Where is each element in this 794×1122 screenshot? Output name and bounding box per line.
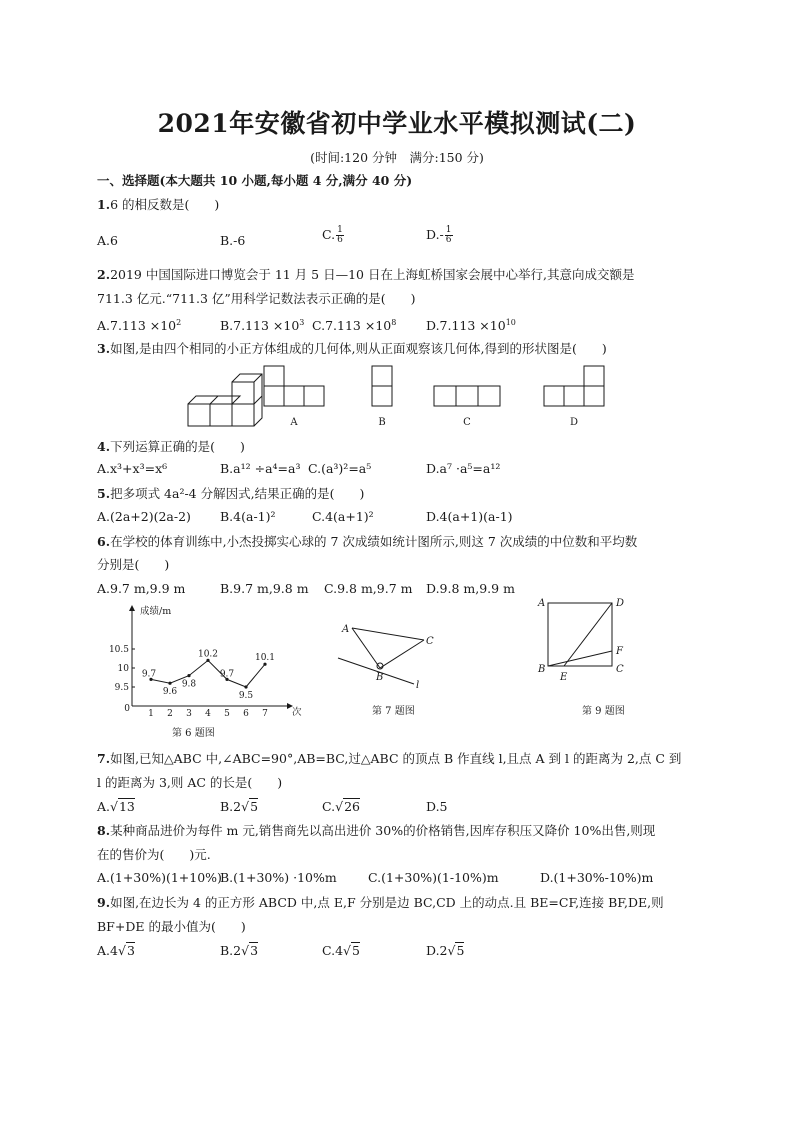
x-tick-label: 2 bbox=[167, 709, 173, 719]
option-c bbox=[322, 798, 360, 816]
option-d bbox=[426, 226, 453, 245]
question-9 bbox=[97, 894, 664, 912]
triangle-figure bbox=[334, 618, 444, 698]
question-text: 把多项式 4a²-4 分解因式,结果正确的是( ) bbox=[110, 486, 365, 501]
option-d: D.4(a+1)(a-1) bbox=[426, 509, 513, 524]
option-d bbox=[426, 314, 516, 335]
x-ticks bbox=[148, 709, 268, 719]
radicand: 26 bbox=[344, 799, 360, 814]
point-c: C bbox=[426, 636, 434, 647]
radicand: 13 bbox=[118, 799, 135, 814]
option-b-shape bbox=[372, 366, 392, 406]
point-e: E bbox=[560, 672, 568, 683]
option-b-label: B.7.113 ×10 bbox=[220, 318, 300, 333]
option-d: D.5 bbox=[426, 799, 448, 814]
option-a bbox=[97, 798, 135, 816]
option-a-label: A.7.113 ×10 bbox=[97, 318, 177, 333]
radical-sign: √ bbox=[241, 943, 250, 958]
x-axis-label: 次 bbox=[292, 707, 302, 718]
exponent: 8 bbox=[391, 318, 397, 327]
question-4 bbox=[97, 438, 245, 456]
radical-sign: √ bbox=[335, 799, 344, 814]
option-a bbox=[97, 314, 181, 335]
option-a-label: A.4 bbox=[97, 943, 118, 958]
y-ticks bbox=[109, 645, 135, 693]
cubes-figure bbox=[180, 364, 630, 432]
exponent: 2 bbox=[176, 318, 182, 327]
data-label: 10.2 bbox=[197, 649, 219, 660]
x-tick-label: 1 bbox=[148, 709, 154, 719]
question-6-line-2: 分别是( ) bbox=[97, 557, 170, 572]
denominator: 6 bbox=[337, 235, 343, 245]
x-tick-label: 3 bbox=[186, 709, 192, 719]
option-c bbox=[322, 226, 344, 245]
radical-sign: √ bbox=[117, 943, 126, 958]
data-label: 9.5 bbox=[238, 691, 254, 701]
option-b: B.4(a-1)² bbox=[220, 509, 276, 524]
radicand: 5 bbox=[352, 943, 360, 958]
data-point bbox=[168, 682, 171, 685]
radicand: 5 bbox=[250, 799, 259, 814]
question-2 bbox=[97, 266, 634, 284]
question-2-line-2: 711.3 亿元.“711.3 亿”用科学记数法表示正确的是( ) bbox=[97, 291, 416, 306]
radicand: 5 bbox=[456, 943, 465, 958]
option-c bbox=[322, 942, 360, 960]
square-figure bbox=[534, 594, 634, 684]
option-a-shape bbox=[264, 366, 324, 406]
option-b: B.(1+30%) ·10%m bbox=[220, 870, 337, 885]
option-a: A.(2a+2)(2a-2) bbox=[97, 509, 191, 524]
radical-sign: √ bbox=[447, 943, 456, 958]
option-c: C.(1+30%)(1-10%)m bbox=[368, 870, 499, 885]
question-number: 3. bbox=[97, 341, 111, 356]
x-tick-label: 4 bbox=[205, 709, 211, 719]
option-d-label: D.2 bbox=[426, 943, 448, 958]
label-a: A bbox=[290, 417, 298, 428]
option-a: A.x³+x³=x⁶ bbox=[97, 461, 168, 476]
question-number: 6. bbox=[97, 534, 111, 549]
point-b: B bbox=[376, 672, 384, 683]
line-l-label: l bbox=[416, 680, 420, 691]
question-text: 如图,已知△ABC 中,∠ABC=90°,AB=BC,过△ABC 的顶点 B 作直线 l,且点 A 到 l 的距离为 2,点 C 到 bbox=[110, 751, 682, 766]
option-c: C.4(a+1)² bbox=[312, 509, 374, 524]
x-tick-label: 7 bbox=[262, 709, 268, 719]
option-d: D.9.8 m,9.9 m bbox=[426, 581, 515, 596]
option-c bbox=[312, 314, 396, 335]
question-number: 4. bbox=[97, 439, 111, 454]
exponent: 3 bbox=[299, 318, 305, 327]
question-9-line-2: BF+DE 的最小值为( ) bbox=[97, 919, 246, 934]
option-d bbox=[426, 942, 464, 960]
data-point bbox=[244, 685, 247, 688]
radicand: 3 bbox=[250, 943, 259, 958]
segment-ac bbox=[352, 628, 424, 640]
right-angle-mark bbox=[377, 663, 383, 669]
question-1 bbox=[97, 196, 219, 214]
question-number: 2. bbox=[97, 267, 111, 282]
square-abcd bbox=[548, 603, 612, 666]
data-label: 9.7 bbox=[141, 669, 157, 680]
segment-ab bbox=[352, 628, 380, 668]
option-b bbox=[220, 314, 304, 335]
point-f: F bbox=[616, 646, 623, 657]
option-d: D.(1+30%-10%)m bbox=[540, 870, 654, 885]
question-5 bbox=[97, 485, 364, 503]
numerator: 1 bbox=[337, 225, 343, 235]
figure-9-caption: 第 9 题图 bbox=[582, 706, 625, 717]
option-b-label: B.2 bbox=[220, 799, 242, 814]
option-b-label: B.2 bbox=[220, 943, 242, 958]
option-c: C.(a³)²=a⁵ bbox=[308, 461, 372, 476]
series-line bbox=[151, 660, 265, 687]
solid-3d bbox=[188, 374, 262, 426]
option-a: A.(1+30%)(1+10%) bbox=[97, 870, 222, 885]
point-b: B bbox=[538, 664, 546, 675]
radical-sign: √ bbox=[343, 943, 352, 958]
option-c-label: C. bbox=[322, 227, 336, 242]
question-3 bbox=[97, 340, 607, 358]
y-tick-label: 10.5 bbox=[108, 645, 129, 655]
label-d: D bbox=[569, 417, 579, 428]
data-label: 9.8 bbox=[181, 679, 197, 690]
option-b bbox=[220, 798, 258, 816]
question-7 bbox=[97, 750, 681, 768]
question-6 bbox=[97, 533, 637, 551]
radical-sign: √ bbox=[110, 799, 118, 814]
question-text: 6 的相反数是( ) bbox=[110, 197, 220, 212]
question-text: 下列运算正确的是( ) bbox=[110, 439, 245, 454]
option-c-label: C.7.113 ×10 bbox=[312, 318, 392, 333]
data-label: 9.6 bbox=[162, 687, 178, 698]
figure-6-caption: 第 6 题图 bbox=[172, 728, 215, 739]
y-tick-label: 9.5 bbox=[114, 683, 129, 693]
option-c-label: C.4 bbox=[322, 943, 344, 958]
denominator: 6 bbox=[445, 235, 452, 245]
question-number: 8. bbox=[97, 823, 111, 838]
fraction bbox=[445, 226, 453, 245]
option-b: B.9.7 m,9.8 m bbox=[220, 581, 309, 596]
data-label: 9.7 bbox=[219, 669, 235, 680]
option-b: B.a¹² ÷a⁴=a³ bbox=[220, 461, 301, 476]
question-text: 2019 中国国际进口博览会于 11 月 5 日—10 日在上海虹桥国家会展中心举行,其意向成交额是 bbox=[110, 267, 635, 282]
question-number: 1. bbox=[97, 197, 111, 212]
question-7-line-2: l 的距离为 3,则 AC 的长是( ) bbox=[97, 775, 283, 790]
label-c: C bbox=[463, 417, 471, 428]
option-d-shape bbox=[544, 366, 604, 406]
segment-bc bbox=[380, 640, 424, 668]
option-c-shape bbox=[434, 386, 500, 406]
option-c: C.9.8 m,9.7 m bbox=[324, 581, 413, 596]
question-number: 9. bbox=[97, 895, 111, 910]
numerator: 1 bbox=[445, 225, 452, 235]
point-c: C bbox=[616, 664, 624, 675]
data-points bbox=[142, 649, 275, 701]
y-tick-label: 10 bbox=[117, 664, 129, 674]
figure-7-caption: 第 7 题图 bbox=[372, 706, 415, 717]
option-b bbox=[220, 942, 258, 960]
data-point bbox=[187, 674, 190, 677]
question-text: 在学校的体育训练中,小杰投掷实心球的 7 次成绩如统计图所示,则这 7 次成绩的中位数和平均数 bbox=[110, 534, 638, 549]
section-heading: 一、选择题(本大题共 10 小题,每小题 4 分,满分 40 分) bbox=[97, 173, 413, 188]
option-b: B.-6 bbox=[220, 233, 246, 248]
exam-info: (时间:120 分钟 满分:150 分) bbox=[310, 150, 484, 165]
data-label: 10.1 bbox=[254, 653, 276, 664]
page-title: 2021年安徽省初中学业水平模拟测试(二) bbox=[157, 109, 637, 138]
y-axis-label: 成绩/m bbox=[140, 606, 172, 617]
x-tick-label: 6 bbox=[243, 709, 249, 719]
option-a: A.9.7 m,9.9 m bbox=[97, 581, 186, 596]
score-chart bbox=[108, 602, 312, 719]
question-number: 5. bbox=[97, 486, 111, 501]
exponent: 10 bbox=[505, 318, 516, 327]
label-b: B bbox=[378, 417, 386, 428]
fraction bbox=[336, 226, 344, 245]
question-8-line-2: 在的售价为( )元. bbox=[97, 847, 211, 862]
question-text: 某种商品进价为每件 m 元,销售商先以高出进价 30%的价格销售,因库存积压又降价 10%出售,则现 bbox=[110, 823, 656, 838]
option-d: D.a⁷ ·a⁵=a¹² bbox=[426, 461, 501, 476]
option-a bbox=[97, 942, 135, 960]
question-text: 如图,是由四个相同的小正方体组成的几何体,则从正面观察该几何体,得到的形状图是( ) bbox=[110, 341, 607, 356]
x-tick-label: 5 bbox=[224, 709, 230, 719]
point-d: D bbox=[616, 598, 625, 609]
question-8 bbox=[97, 822, 655, 840]
option-a-label: A. bbox=[97, 799, 111, 814]
option-a: A.6 bbox=[97, 233, 118, 248]
option-d-label: D.- bbox=[426, 227, 444, 242]
point-a: A bbox=[538, 598, 546, 609]
radicand: 3 bbox=[126, 943, 135, 958]
origin-label: 0 bbox=[124, 704, 130, 714]
option-c-label: C. bbox=[322, 799, 336, 814]
option-d-label: D.7.113 ×10 bbox=[426, 318, 506, 333]
segment-bf bbox=[548, 651, 612, 666]
question-text: 如图,在边长为 4 的正方形 ABCD 中,点 E,F 分别是边 BC,CD 上的动点.且 BE=CF,连接 BF,DE,则 bbox=[110, 895, 664, 910]
point-a: A bbox=[342, 624, 350, 635]
question-number: 7. bbox=[97, 751, 111, 766]
radical-sign: √ bbox=[241, 799, 250, 814]
